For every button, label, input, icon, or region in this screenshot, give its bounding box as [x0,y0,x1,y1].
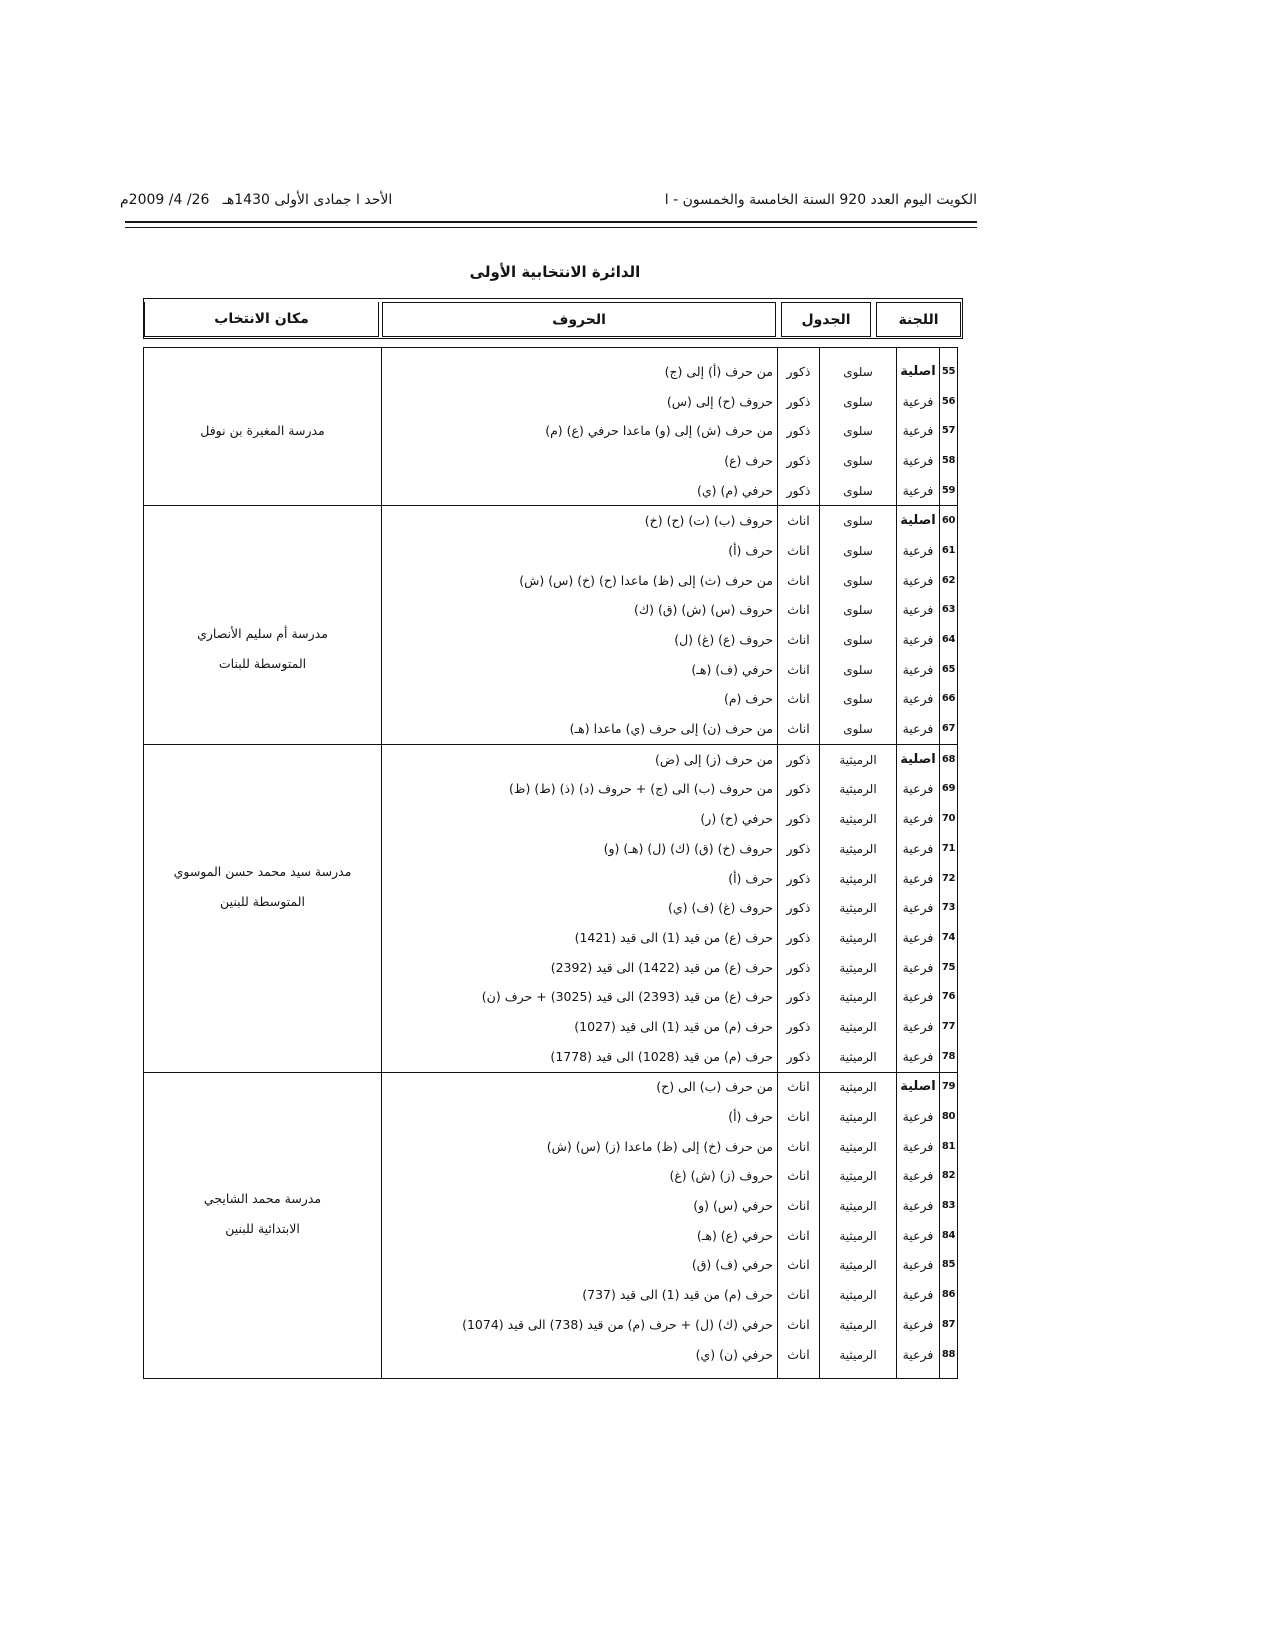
committee-type: فرعية [897,982,940,1012]
polling-place [144,357,382,506]
gender: اناث [778,566,820,596]
letters-range: حرفي (ن) (ي) [382,1340,778,1370]
area-name: الرميثية [820,1012,897,1042]
area-name: الرميثية [820,1042,897,1072]
letters-range: حروف (ب) (ت) (ح) (خ) [382,506,778,536]
letters-range: حرف (أ) [382,864,778,894]
table-spacer-cell [940,1369,958,1379]
table-spacer-cell [382,348,778,358]
column-header-letters: الحروف [382,302,776,337]
table-spacer-cell [940,348,958,358]
letters-range: من حروف (ب) الى (ج) + حروف (د) (ذ) (ط) (ظ) [382,775,778,805]
gender: ذكور [778,923,820,953]
gender: اناث [778,625,820,655]
table-spacer-cell [144,1369,382,1379]
committee-number: 81 [940,1132,958,1162]
area-name: الرميثية [820,982,897,1012]
committee-type: فرعية [897,596,940,626]
committee-type: فرعية [897,387,940,417]
committee-number: 61 [940,536,958,566]
committee-number: 63 [940,596,958,626]
committee-number: 73 [940,893,958,923]
committee-number: 79 [940,1072,958,1102]
committee-row [144,1072,958,1102]
area-name: الرميثية [820,744,897,774]
area-name: الرميثية [820,1162,897,1192]
table-header [143,298,963,339]
committee-type: فرعية [897,1042,940,1072]
gender: ذكور [778,834,820,864]
area-name: الرميثية [820,953,897,983]
gazette-issue-line: الكويت اليوم العدد 920 السنة الخامسة والخمسون - ا [664,192,977,208]
table-spacer-cell [144,348,382,358]
committee-number: 68 [940,744,958,774]
gender: اناث [778,714,820,744]
letters-range: حروف (ز) (ش) (غ) [382,1162,778,1192]
table-spacer-cell [897,1369,940,1379]
committee-number: 65 [940,655,958,685]
area-name: الرميثية [820,1072,897,1102]
gender: اناث [778,1102,820,1132]
area-name: الرميثية [820,1102,897,1132]
gender: ذكور [778,864,820,894]
area-name: الرميثية [820,864,897,894]
gender: ذكور [778,416,820,446]
committee-type: فرعية [897,775,940,805]
gender: ذكور [778,446,820,476]
letters-range: حرف (أ) [382,536,778,566]
committee-number: 71 [940,834,958,864]
committee-number: 82 [940,1162,958,1192]
area-name: سلوى [820,387,897,417]
committee-number: 64 [940,625,958,655]
area-name: سلوى [820,566,897,596]
header-rule [125,221,977,223]
committee-type: فرعية [897,625,940,655]
committee-type: فرعية [897,1012,940,1042]
gender: ذكور [778,893,820,923]
committee-number: 60 [940,506,958,536]
committee-type: فرعية [897,834,940,864]
table-spacer-cell [820,348,897,358]
header-rule [125,227,977,228]
column-header-place: مكان الانتخاب [144,302,379,337]
committee-number: 85 [940,1251,958,1281]
committee-type: فرعية [897,446,940,476]
gender: اناث [778,1280,820,1310]
committees-table-body [144,348,958,1379]
letters-range: حرف (م) من قيد (1) الى قيد (737) [382,1280,778,1310]
page-title: الدائرة الانتخابية الأولى [469,263,641,281]
letters-range: من حرف (أ) إلى (ج) [382,357,778,387]
area-name: الرميثية [820,1310,897,1340]
letters-range: حرفي (س) (و) [382,1191,778,1221]
committee-type: فرعية [897,685,940,715]
committee-type: فرعية [897,1280,940,1310]
committee-number: 75 [940,953,958,983]
committee-number: 77 [940,1012,958,1042]
committee-type: فرعية [897,714,940,744]
committee-type: فرعية [897,893,940,923]
area-name: الرميثية [820,893,897,923]
gender: ذكور [778,476,820,506]
committee-number: 84 [940,1221,958,1251]
committee-number: 76 [940,982,958,1012]
letters-range: من حرف (ن) إلى حرف (ي) ماعدا (هـ) [382,714,778,744]
committee-type: فرعية [897,864,940,894]
letters-range: حرف (م) من قيد (1) الى قيد (1027) [382,1012,778,1042]
table-spacer-cell [820,1369,897,1379]
gender: اناث [778,685,820,715]
polling-place-line: مدرسة سيد محمد حسن الموسوي [173,864,352,880]
table-spacer-cell [382,1369,778,1379]
letters-range: من حرف (ث) إلى (ظ) ماعدا (ح) (خ) (س) (ش) [382,566,778,596]
committee-number: 88 [940,1340,958,1370]
gender: اناث [778,1251,820,1281]
committee-row [144,744,958,774]
committee-type: اصلية [897,744,940,774]
table-spacer-row [144,1369,958,1379]
committee-type: فرعية [897,655,940,685]
committee-row [144,506,958,536]
committee-number: 70 [940,804,958,834]
committee-number: 59 [940,476,958,506]
gender: اناث [778,1340,820,1370]
polling-place-line: الابتدائية للبنين [225,1220,300,1236]
gender: اناث [778,1191,820,1221]
committee-number: 69 [940,775,958,805]
committee-number: 66 [940,685,958,715]
gender: اناث [778,1310,820,1340]
committee-type: فرعية [897,476,940,506]
letters-range: حرفي (ك) (ل) + حرف (م) من قيد (738) الى قيد (1074) [382,1310,778,1340]
gender: ذكور [778,775,820,805]
committee-number: 83 [940,1191,958,1221]
committee-type: اصلية [897,1072,940,1102]
gender: اناث [778,596,820,626]
letters-range: حرفي (ع) (هـ) [382,1221,778,1251]
committee-number: 86 [940,1280,958,1310]
polling-place-line: مدرسة محمد الشايجي [203,1190,322,1206]
gazette-date-line: الأحد ا جمادى الأولى 1430هـ 26/ 4/ 2009م [120,192,393,208]
area-name: الرميثية [820,1191,897,1221]
letters-range: حرفي (م) (ي) [382,476,778,506]
committee-type: اصلية [897,357,940,387]
committee-type: فرعية [897,1221,940,1251]
committee-number: 67 [940,714,958,744]
polling-place-line: المتوسطة للبنين [220,894,305,910]
area-name: سلوى [820,476,897,506]
gender: ذكور [778,982,820,1012]
gender: ذكور [778,1012,820,1042]
committee-number: 62 [940,566,958,596]
polling-place-line: مدرسة المغيرة بن نوفل [200,423,325,439]
area-name: الرميثية [820,1340,897,1370]
letters-range: حرف (ع) من قيد (1422) الى قيد (2392) [382,953,778,983]
gender: اناث [778,1162,820,1192]
table-spacer-cell [897,348,940,358]
committee-type: فرعية [897,1251,940,1281]
area-name: سلوى [820,506,897,536]
letters-range: من حرف (خ) إلى (ظ) ماعدا (ز) (س) (ش) [382,1132,778,1162]
table-spacer-cell [778,1369,820,1379]
area-name: الرميثية [820,1221,897,1251]
gender: ذكور [778,744,820,774]
committee-number: 74 [940,923,958,953]
letters-range: من حرف (ب) الى (ح) [382,1072,778,1102]
area-name: الرميثية [820,1280,897,1310]
letters-range: من حرف (ز) إلى (ض) [382,744,778,774]
committee-number: 55 [940,357,958,387]
letters-range: حرف (أ) [382,1102,778,1132]
letters-range: حروف (غ) (ف) (ي) [382,893,778,923]
area-name: الرميثية [820,804,897,834]
committee-type: اصلية [897,506,940,536]
committee-type: فرعية [897,953,940,983]
committees-table [143,347,958,1379]
letters-range: حرف (م) [382,685,778,715]
letters-range: من حرف (ش) إلى (و) ماعدا حرفي (ع) (م) [382,416,778,446]
area-name: سلوى [820,685,897,715]
area-name: سلوى [820,357,897,387]
gender: ذكور [778,1042,820,1072]
gender: ذكور [778,387,820,417]
gender: اناث [778,1132,820,1162]
gender: اناث [778,536,820,566]
letters-range: حرف (ع) من قيد (1) الى قيد (1421) [382,923,778,953]
committee-type: فرعية [897,536,940,566]
polling-place-line: المتوسطة للبنات [218,656,307,672]
committee-type: فرعية [897,1310,940,1340]
table-spacer-cell [778,348,820,358]
table-spacer-row [144,348,958,358]
committee-number: 72 [940,864,958,894]
gender: اناث [778,506,820,536]
letters-range: حروف (خ) (ق) (ك) (ل) (هـ) (و) [382,834,778,864]
committee-type: فرعية [897,566,940,596]
committee-number: 56 [940,387,958,417]
gender: ذكور [778,357,820,387]
area-name: الرميثية [820,923,897,953]
letters-range: حرفي (ف) (ق) [382,1251,778,1281]
gender: اناث [778,655,820,685]
area-name: سلوى [820,536,897,566]
letters-range: حرف (م) من قيد (1028) الى قيد (1778) [382,1042,778,1072]
committee-number: 78 [940,1042,958,1072]
committee-type: فرعية [897,1102,940,1132]
letters-range: حرفي (ف) (هـ) [382,655,778,685]
gender: ذكور [778,804,820,834]
polling-place [144,506,382,745]
column-header-committee: اللجنة [876,302,961,337]
gender: اناث [778,1221,820,1251]
column-header-list: الجدول [781,302,871,337]
letters-range: حروف (ع) (غ) (ل) [382,625,778,655]
area-name: سلوى [820,416,897,446]
committee-type: فرعية [897,1132,940,1162]
committee-type: فرعية [897,1340,940,1370]
gender: ذكور [778,953,820,983]
polling-place-line: مدرسة أم سليم الأنصاري [197,626,328,642]
committee-type: فرعية [897,1191,940,1221]
gender: اناث [778,1072,820,1102]
area-name: الرميثية [820,1251,897,1281]
committee-type: فرعية [897,923,940,953]
polling-place [144,744,382,1072]
committee-type: فرعية [897,416,940,446]
area-name: سلوى [820,446,897,476]
letters-range: حروف (ح) إلى (س) [382,387,778,417]
committee-number: 58 [940,446,958,476]
letters-range: حرف (ع) من قيد (2393) الى قيد (3025) + حرف (ن) [382,982,778,1012]
committee-type: فرعية [897,1162,940,1192]
polling-place [144,1072,382,1369]
area-name: الرميثية [820,1132,897,1162]
letters-range: حروف (س) (ش) (ق) (ك) [382,596,778,626]
area-name: سلوى [820,596,897,626]
committee-row [144,357,958,387]
area-name: سلوى [820,714,897,744]
letters-range: حرف (ع) [382,446,778,476]
area-name: سلوى [820,625,897,655]
area-name: سلوى [820,655,897,685]
letters-range: حرفي (ح) (ر) [382,804,778,834]
committee-number: 80 [940,1102,958,1132]
committee-number: 57 [940,416,958,446]
committee-type: فرعية [897,804,940,834]
area-name: الرميثية [820,834,897,864]
committee-number: 87 [940,1310,958,1340]
area-name: الرميثية [820,775,897,805]
